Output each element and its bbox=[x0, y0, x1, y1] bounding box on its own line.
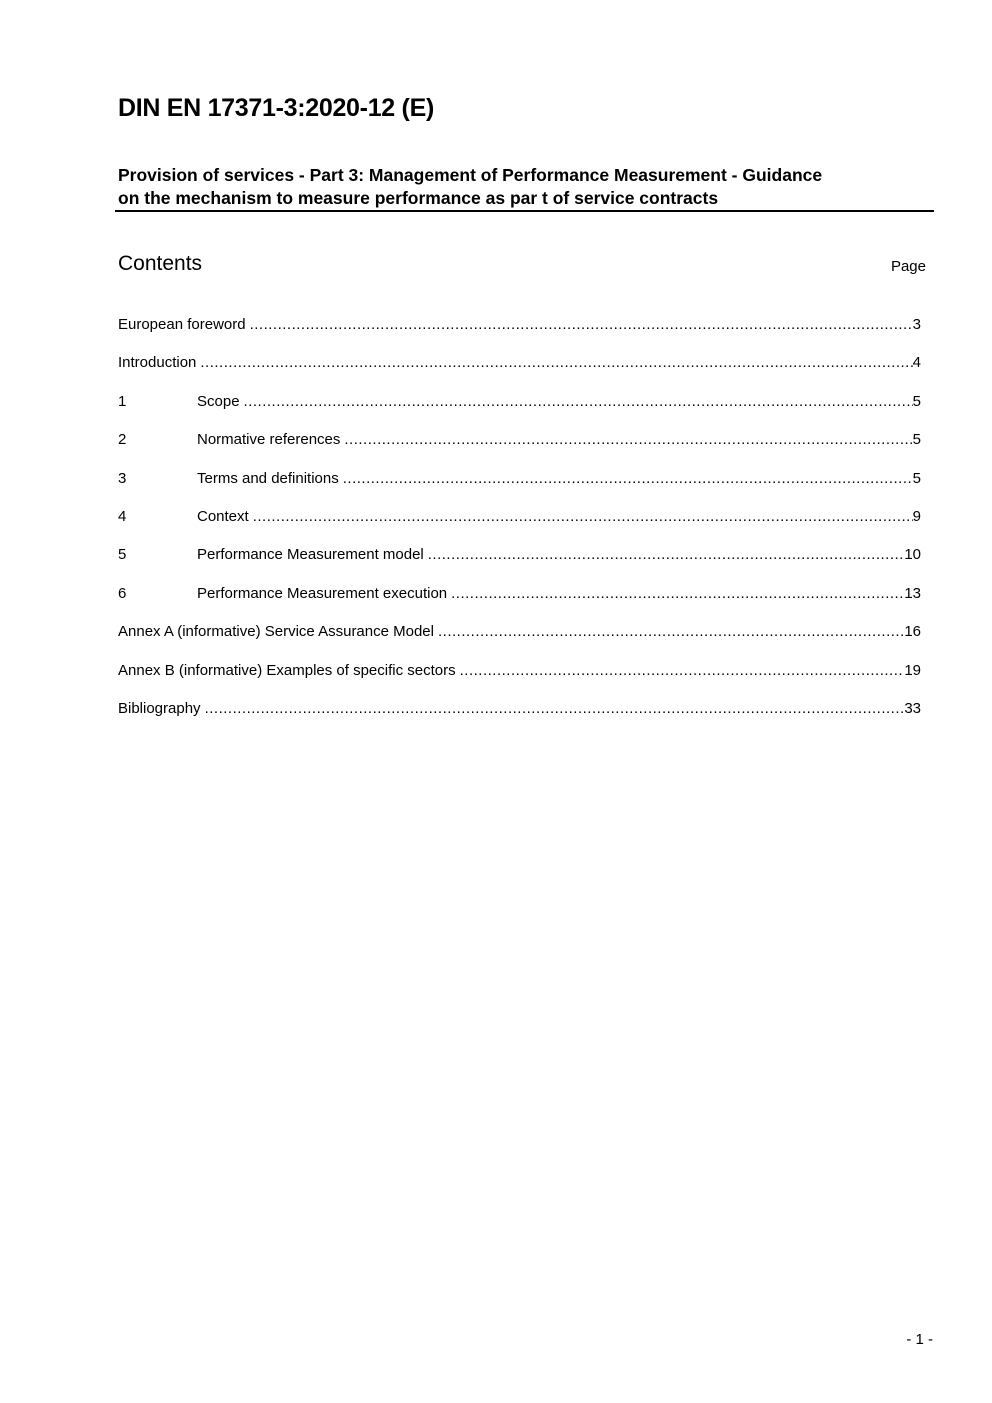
toc-entry-title: Performance Measurement execution bbox=[197, 584, 448, 602]
page-column-label: Page bbox=[890, 258, 926, 275]
toc-entry-title: Performance Measurement model bbox=[197, 546, 424, 564]
toc-entry-title: Bibliography bbox=[118, 699, 201, 717]
toc-dot-leader bbox=[200, 352, 912, 374]
toc-entry-number: 3 bbox=[118, 469, 127, 487]
toc-entry-annex-a[interactable] bbox=[118, 621, 921, 659]
toc-entry-page: 16 bbox=[904, 623, 921, 641]
toc-entry-performance-measurement-execution[interactable] bbox=[118, 583, 921, 621]
toc-dot-leader bbox=[460, 660, 905, 682]
toc-dot-leader bbox=[244, 391, 913, 413]
toc-entry-performance-measurement-model[interactable] bbox=[118, 544, 921, 582]
toc-entry-page: 5 bbox=[912, 431, 921, 449]
toc-dot-leader bbox=[253, 506, 913, 528]
toc-entry-annex-b[interactable] bbox=[118, 660, 921, 698]
subtitle-line-1: Provision of services - Part 3: Management of Performance Measurement - Guidance bbox=[118, 165, 823, 185]
toc-entry-page: 13 bbox=[904, 584, 921, 602]
toc-entry-title: European foreword bbox=[118, 316, 246, 333]
toc-dot-leader bbox=[343, 468, 913, 490]
title-underline bbox=[115, 210, 934, 212]
toc-dot-leader bbox=[205, 698, 905, 720]
subtitle-line-2: on the mechanism to measure performance as par t of service contracts bbox=[118, 188, 719, 208]
toc-entry-title: Normative references bbox=[197, 431, 341, 449]
toc-dot-leader bbox=[438, 621, 904, 643]
toc-entry-title: Annex A (informative) Service Assurance Model bbox=[118, 623, 434, 641]
toc-entry-number: 1 bbox=[118, 392, 127, 410]
toc-entry-title: Context bbox=[197, 507, 249, 525]
toc-entry-number: 6 bbox=[118, 584, 127, 602]
toc-entry-normative-references[interactable] bbox=[118, 429, 921, 467]
toc-entry-page: 5 bbox=[912, 469, 921, 487]
toc-entry-european-foreword[interactable] bbox=[118, 314, 921, 352]
toc-entry-terms-and-definitions[interactable] bbox=[118, 468, 921, 506]
page-number: - 1 - bbox=[906, 1331, 933, 1348]
toc-entry-number: 2 bbox=[118, 431, 127, 449]
toc-entry-page: 3 bbox=[912, 316, 921, 333]
toc-entry-page: 4 bbox=[912, 354, 921, 372]
document-code: DIN EN 17371-3:2020-12 (E) bbox=[118, 94, 434, 122]
toc-entry-title: Scope bbox=[197, 392, 240, 410]
toc-entry-page: 9 bbox=[912, 507, 921, 525]
toc-entry-page: 10 bbox=[904, 546, 921, 564]
toc-entry-title: Annex B (informative) Examples of specific sectors bbox=[118, 661, 456, 679]
toc-dot-leader bbox=[428, 544, 905, 566]
contents-heading: Contents bbox=[118, 252, 203, 275]
toc-entry-page: 5 bbox=[912, 392, 921, 410]
toc-entry-title: Terms and definitions bbox=[197, 469, 339, 487]
toc-dot-leader bbox=[451, 583, 904, 605]
toc-entry-page: 33 bbox=[904, 699, 921, 717]
toc-dot-leader bbox=[344, 429, 912, 451]
toc-entry-page: 19 bbox=[904, 661, 921, 679]
table-of-contents bbox=[118, 314, 921, 736]
toc-entry-bibliography[interactable] bbox=[118, 698, 921, 736]
toc-entry-scope[interactable] bbox=[118, 391, 921, 429]
toc-entry-number: 4 bbox=[118, 507, 127, 525]
toc-entry-introduction[interactable] bbox=[118, 352, 921, 390]
toc-entry-number: 5 bbox=[118, 546, 127, 564]
toc-dot-leader bbox=[250, 314, 913, 336]
document-subtitle bbox=[118, 164, 934, 210]
toc-entry-title: Introduction bbox=[118, 354, 197, 372]
toc-entry-context[interactable] bbox=[118, 506, 921, 544]
